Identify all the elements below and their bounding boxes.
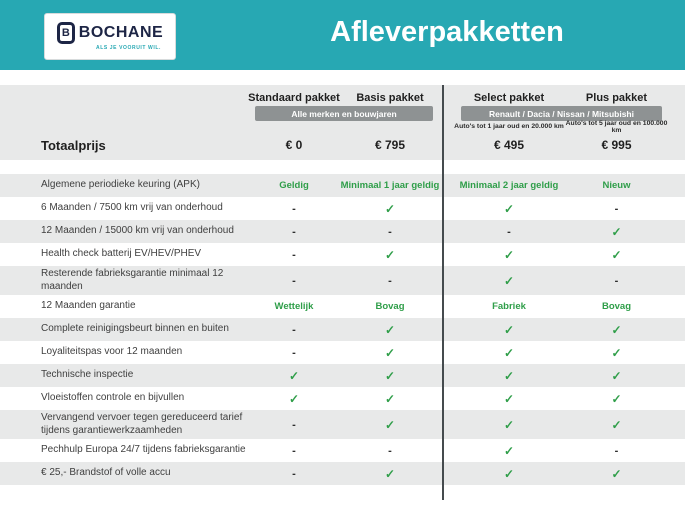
feature-label: Complete reinigingsbeurt binnen en buiten <box>41 323 229 335</box>
cell-select-pakket: ✓ <box>503 273 515 288</box>
page-header <box>0 0 685 70</box>
bochane-logo <box>44 13 176 60</box>
price-basis: € 795 <box>374 138 406 152</box>
column-header-basis: Basis pakket <box>356 92 424 104</box>
cell-select-pakket: ✓ <box>503 466 515 481</box>
column-group-divider <box>442 85 444 500</box>
feature-label: Pechhulp Europa 24/7 tijdens fabrieksgarantie <box>41 444 246 456</box>
cell-plus-pakket: - <box>614 202 619 215</box>
cell-plus-pakket: - <box>614 274 619 287</box>
cell-select-pakket: Fabriek <box>492 301 526 312</box>
cell-basis-pakket: - <box>388 274 392 287</box>
cell-basis-pakket: Bovag <box>375 301 405 312</box>
price-row-label: Totaalprijs <box>41 137 106 153</box>
cell-standaard-pakket: - <box>292 467 296 480</box>
cell-standaard-pakket: Geldig <box>279 180 309 191</box>
badge-container-left <box>248 106 440 121</box>
cell-basis-pakket: ✓ <box>384 201 396 216</box>
cell-plus-pakket: ✓ <box>611 322 622 337</box>
price-plus: € 995 <box>601 138 632 152</box>
cell-plus-pakket: ✓ <box>611 466 622 481</box>
feature-label: 6 Maanden / 7500 km vrij van onderhoud <box>41 202 223 214</box>
cell-basis-pakket: - <box>388 225 392 238</box>
cell-standaard-pakket: - <box>292 323 296 336</box>
table-row <box>0 341 685 364</box>
cell-select-pakket: - <box>507 225 511 238</box>
cell-select-pakket: ✓ <box>503 417 515 432</box>
brand-tagline: ALS JE VOORUIT WIL. <box>95 45 161 51</box>
cell-basis-pakket: ✓ <box>384 466 396 481</box>
cell-plus-pakket: ✓ <box>611 224 622 239</box>
logo-row <box>57 22 163 44</box>
cell-basis-pakket: - <box>388 444 392 457</box>
brand-name: BOCHANE <box>78 24 164 41</box>
cell-select-pakket: ✓ <box>503 443 515 458</box>
price-row <box>0 134 685 156</box>
page-title: Afleverpakketten <box>330 16 564 48</box>
bochane-logo-icon <box>57 22 75 44</box>
cell-select-pakket: ✓ <box>503 247 515 262</box>
feature-label: Technische inspectie <box>41 369 134 381</box>
cell-basis-pakket: ✓ <box>384 391 396 406</box>
feature-label: Vervangend vervoer tegen gereduceerd tarief tijdens garantiewerkzaamheden <box>41 412 243 436</box>
cell-plus-pakket: Bovag <box>601 301 632 312</box>
cell-select-pakket: ✓ <box>503 368 515 383</box>
cell-basis-pakket: ✓ <box>384 417 396 432</box>
table-row <box>0 364 685 387</box>
cell-plus-pakket: ✓ <box>611 368 622 383</box>
cell-plus-pakket: ✓ <box>611 391 622 406</box>
table-row <box>0 410 685 439</box>
table-row <box>0 387 685 410</box>
table-row <box>0 197 685 220</box>
cell-plus-pakket: ✓ <box>611 417 622 432</box>
feature-label: € 25,- Brandstof of volle accu <box>41 467 171 479</box>
feature-label: Resterende fabrieksgarantie minimaal 12 maanden <box>41 268 224 292</box>
column-header-plus: Plus pakket <box>585 92 648 104</box>
column-headers-row <box>0 90 685 106</box>
table-row <box>0 439 685 462</box>
cell-select-pakket: Minimaal 2 jaar geldig <box>459 180 559 191</box>
table-body <box>0 174 685 485</box>
cell-select-pakket: ✓ <box>503 322 515 337</box>
column-subtitles-row <box>0 121 685 132</box>
table-row <box>0 220 685 243</box>
cell-standaard-pakket: - <box>292 418 296 431</box>
cell-plus-pakket: ✓ <box>611 345 622 360</box>
cell-basis-pakket: ✓ <box>384 345 396 360</box>
cell-standaard-pakket: ✓ <box>288 391 300 406</box>
table-row <box>0 243 685 266</box>
table-row <box>0 318 685 341</box>
cell-standaard-pakket: - <box>292 274 296 287</box>
column-subtitle-select: Auto's tot 1 jaar oud en 20.000 km <box>454 123 564 130</box>
cell-standaard-pakket: Wettelijk <box>274 301 314 312</box>
column-subtitle-plus: Auto's tot 5 jaar oud en 100.000 km <box>565 119 668 134</box>
table-header <box>0 85 685 160</box>
feature-label: Health check batterij EV/HEV/PHEV <box>41 248 202 260</box>
cell-plus-pakket: ✓ <box>611 247 622 262</box>
cell-plus-pakket: - <box>614 444 619 457</box>
cell-basis-pakket: ✓ <box>384 247 396 262</box>
feature-label: 12 Maanden garantie <box>41 300 136 312</box>
cell-standaard-pakket: - <box>292 202 296 215</box>
logo-glyph: B <box>61 27 70 39</box>
cell-basis-pakket: Minimaal 1 jaar geldig <box>340 180 440 191</box>
cell-basis-pakket: ✓ <box>384 368 396 383</box>
price-standaard: € 0 <box>285 138 303 152</box>
feature-label: Vloeistoffen controle en bijvullen <box>41 392 185 404</box>
column-header-select: Select pakket <box>473 92 545 104</box>
cell-standaard-pakket: ✓ <box>288 368 300 383</box>
feature-label: Loyaliteitspas voor 12 maanden <box>41 346 183 358</box>
feature-label: Algemene periodieke keuring (APK) <box>41 179 200 191</box>
cell-plus-pakket: Nieuw <box>602 180 631 191</box>
cell-basis-pakket: ✓ <box>384 322 396 337</box>
feature-label: 12 Maanden / 15000 km vrij van onderhoud <box>41 225 234 237</box>
group-badge-all-brands: Alle merken en bouwjaren <box>255 106 433 121</box>
column-header-standaard: Standaard pakket <box>248 92 340 104</box>
table-row <box>0 266 685 295</box>
table-row <box>0 462 685 485</box>
cell-select-pakket: ✓ <box>503 391 515 406</box>
cell-standaard-pakket: - <box>292 444 296 457</box>
cell-standaard-pakket: - <box>292 248 296 261</box>
table-row <box>0 174 685 197</box>
cell-select-pakket: ✓ <box>503 201 515 216</box>
cell-standaard-pakket: - <box>292 225 296 238</box>
cell-standaard-pakket: - <box>292 346 296 359</box>
group-badge-renault-dacia-nissan-mitsubishi: Renault / Dacia / Nissan / Mitsubishi <box>461 106 662 121</box>
table-row <box>0 295 685 318</box>
price-select: € 495 <box>493 138 525 152</box>
cell-select-pakket: ✓ <box>503 345 515 360</box>
